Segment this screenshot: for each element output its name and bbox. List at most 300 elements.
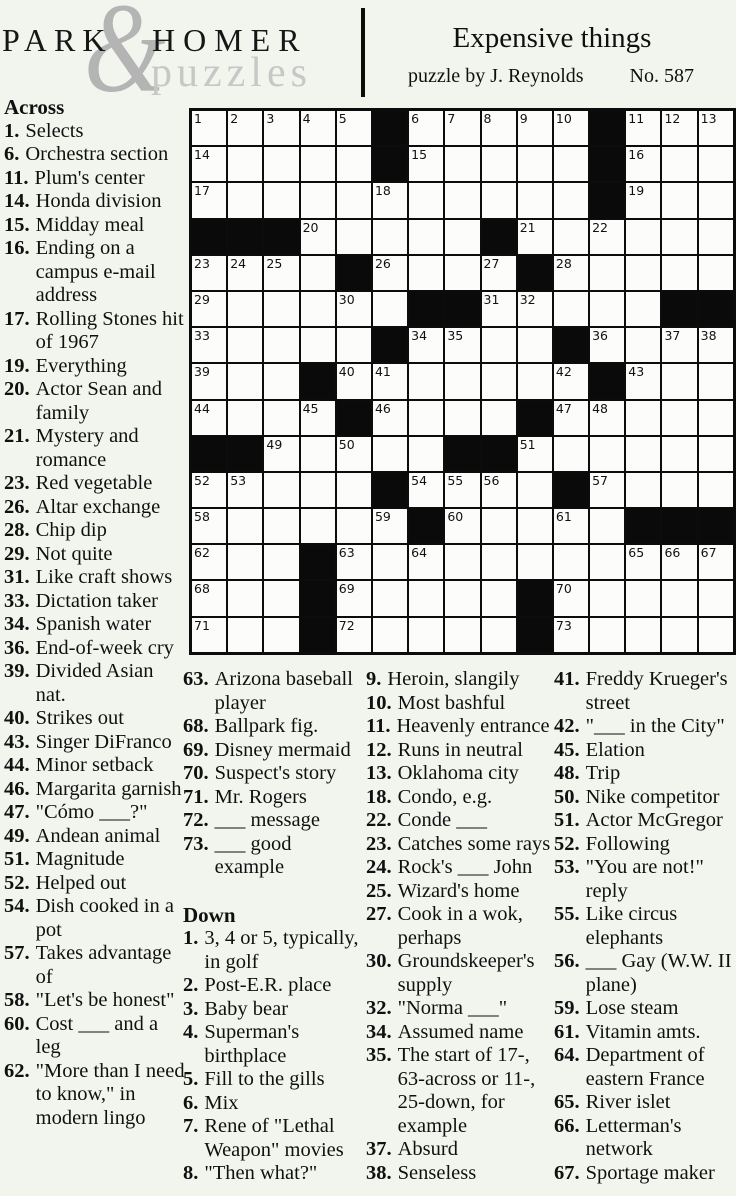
grid-cell[interactable] bbox=[263, 182, 299, 218]
grid-cell[interactable] bbox=[191, 110, 227, 146]
cell-number: 39 bbox=[194, 364, 210, 380]
grid-cell[interactable] bbox=[661, 472, 697, 508]
grid-cell[interactable] bbox=[227, 400, 263, 436]
clue-text: Minor setback bbox=[35, 754, 154, 776]
grid-cell[interactable] bbox=[517, 327, 553, 363]
grid-cell[interactable] bbox=[191, 255, 227, 291]
clue-across-31 bbox=[4, 566, 187, 590]
grid-cell[interactable] bbox=[300, 472, 336, 508]
clue-down-48 bbox=[554, 762, 736, 786]
cell-number: 55 bbox=[447, 472, 464, 488]
grid-cell[interactable] bbox=[372, 182, 408, 218]
grid-cell-black bbox=[517, 617, 553, 653]
grid-cell[interactable] bbox=[263, 400, 299, 436]
grid-cell[interactable] bbox=[263, 436, 299, 472]
grid-cell[interactable] bbox=[661, 436, 697, 472]
grid-cell[interactable] bbox=[191, 580, 227, 616]
grid-cell[interactable] bbox=[625, 363, 661, 399]
grid-cell[interactable] bbox=[227, 182, 263, 218]
grid-cell[interactable] bbox=[481, 110, 517, 146]
grid-cell[interactable] bbox=[481, 508, 517, 544]
grid-cell[interactable] bbox=[191, 182, 227, 218]
grid-cell[interactable] bbox=[336, 110, 372, 146]
grid-cell[interactable] bbox=[698, 400, 734, 436]
cell-number: 51 bbox=[519, 436, 536, 452]
grid-cell-black bbox=[661, 508, 697, 544]
grid-cell[interactable] bbox=[227, 544, 263, 580]
clue-text: Midday meal bbox=[35, 213, 145, 236]
grid-cell[interactable] bbox=[517, 110, 553, 146]
grid-cell[interactable] bbox=[698, 182, 734, 218]
clue-number: 25. bbox=[366, 879, 392, 902]
grid-cell[interactable] bbox=[698, 363, 734, 399]
grid-cell[interactable] bbox=[336, 327, 372, 363]
clue-number: 35. bbox=[366, 1044, 392, 1066]
clue-text: Takes advantage of bbox=[35, 942, 172, 988]
grid-cell[interactable] bbox=[517, 472, 553, 508]
grid-cell[interactable] bbox=[481, 363, 517, 399]
grid-cell[interactable] bbox=[517, 182, 553, 218]
grid-cell[interactable] bbox=[481, 617, 517, 653]
grid-cell[interactable] bbox=[444, 182, 480, 218]
grid-cell[interactable] bbox=[698, 617, 734, 653]
grid-cell[interactable] bbox=[589, 219, 625, 255]
grid-cell[interactable] bbox=[553, 146, 589, 182]
grid-cell[interactable] bbox=[336, 182, 372, 218]
clue-across-14 bbox=[4, 190, 187, 214]
grid-cell[interactable] bbox=[625, 580, 661, 616]
down-clues-list-2 bbox=[366, 668, 555, 1185]
grid-cell[interactable] bbox=[408, 219, 444, 255]
grid-cell-black bbox=[517, 255, 553, 291]
clue-down-10 bbox=[366, 692, 555, 716]
grid-cell[interactable] bbox=[372, 363, 408, 399]
grid-cell[interactable] bbox=[408, 146, 444, 182]
grid-cell[interactable] bbox=[625, 146, 661, 182]
clue-text: Sportage maker bbox=[585, 1161, 715, 1184]
clue-text: Rock's ___ John bbox=[397, 856, 533, 878]
grid-cell-black bbox=[191, 436, 227, 472]
grid-cell[interactable] bbox=[372, 400, 408, 436]
grid-cell[interactable] bbox=[517, 291, 553, 327]
grid-cell-black bbox=[227, 436, 263, 472]
clue-text: "Norma ___" bbox=[397, 997, 508, 1019]
grid-cell[interactable] bbox=[300, 255, 336, 291]
clue-number: 47. bbox=[4, 801, 30, 823]
grid-cell[interactable] bbox=[517, 508, 553, 544]
grid-cell[interactable] bbox=[227, 291, 263, 327]
grid-cell[interactable] bbox=[372, 436, 408, 472]
cell-number: 12 bbox=[664, 111, 681, 126]
clue-down-55 bbox=[554, 903, 736, 950]
grid-cell[interactable] bbox=[191, 291, 227, 327]
grid-cell[interactable] bbox=[408, 580, 444, 616]
grid-cell[interactable] bbox=[481, 327, 517, 363]
clue-text: Runs in neutral bbox=[397, 738, 523, 761]
grid-cell[interactable] bbox=[589, 291, 625, 327]
clue-number: 23. bbox=[4, 472, 30, 494]
grid-cell[interactable] bbox=[408, 110, 444, 146]
grid-cell[interactable] bbox=[625, 110, 661, 146]
grid-cell[interactable] bbox=[625, 436, 661, 472]
clue-across-1 bbox=[4, 120, 187, 144]
grid-cell[interactable] bbox=[661, 182, 697, 218]
clue-down-53 bbox=[554, 856, 736, 903]
cell-number: 10 bbox=[555, 111, 572, 126]
grid-cell[interactable] bbox=[227, 617, 263, 653]
grid-cell[interactable] bbox=[444, 580, 480, 616]
grid-cell[interactable] bbox=[300, 182, 336, 218]
clue-across-34 bbox=[4, 613, 187, 637]
clue-number: 11. bbox=[4, 166, 29, 189]
grid-cell[interactable] bbox=[191, 400, 227, 436]
grid-cell[interactable] bbox=[625, 255, 661, 291]
grid-cell[interactable] bbox=[336, 508, 372, 544]
clue-down-32 bbox=[366, 997, 555, 1021]
clue-number: 52. bbox=[554, 832, 580, 855]
grid-cell-black bbox=[517, 400, 553, 436]
cell-number: 15 bbox=[411, 147, 428, 163]
clue-across-29 bbox=[4, 543, 187, 567]
grid-cell[interactable] bbox=[300, 110, 336, 146]
grid-cell[interactable] bbox=[263, 291, 299, 327]
clue-across-26 bbox=[4, 496, 187, 520]
grid-cell[interactable] bbox=[336, 363, 372, 399]
grid-cell[interactable] bbox=[698, 219, 734, 255]
grid-cell[interactable] bbox=[444, 255, 480, 291]
clue-number: 38. bbox=[366, 1161, 392, 1184]
grid-cell[interactable] bbox=[698, 580, 734, 616]
grid-cell[interactable] bbox=[263, 544, 299, 580]
grid-cell[interactable] bbox=[698, 255, 734, 291]
grid-cell[interactable] bbox=[300, 327, 336, 363]
grid-cell-black bbox=[589, 182, 625, 218]
cell-number: 48 bbox=[592, 400, 608, 416]
down-clues-list-3 bbox=[554, 668, 736, 1185]
clue-across-57 bbox=[4, 942, 187, 989]
grid-cell[interactable] bbox=[589, 400, 625, 436]
grid-cell[interactable] bbox=[263, 617, 299, 653]
cell-number: 13 bbox=[700, 111, 717, 126]
grid-cell[interactable] bbox=[408, 255, 444, 291]
grid-cell[interactable] bbox=[263, 580, 299, 616]
grid-cell[interactable] bbox=[698, 327, 734, 363]
grid-cell[interactable] bbox=[553, 580, 589, 616]
grid-cell[interactable] bbox=[698, 146, 734, 182]
cell-number: 68 bbox=[194, 581, 210, 597]
grid-cell[interactable] bbox=[553, 182, 589, 218]
clue-down-27 bbox=[366, 903, 555, 950]
grid-cell[interactable] bbox=[444, 363, 480, 399]
grid-cell[interactable] bbox=[625, 219, 661, 255]
grid-cell[interactable] bbox=[698, 544, 734, 580]
grid-cell[interactable] bbox=[227, 580, 263, 616]
grid-cell[interactable] bbox=[661, 327, 697, 363]
clue-number: 24. bbox=[366, 856, 392, 878]
grid-cell[interactable] bbox=[625, 182, 661, 218]
grid-cell[interactable] bbox=[263, 363, 299, 399]
grid-cell[interactable] bbox=[589, 580, 625, 616]
grid-cell[interactable] bbox=[408, 544, 444, 580]
clue-across-49 bbox=[4, 825, 187, 849]
grid-cell[interactable] bbox=[300, 436, 336, 472]
clue-number: 39. bbox=[4, 660, 30, 682]
clue-number: 46. bbox=[4, 777, 30, 800]
grid-cell[interactable] bbox=[481, 291, 517, 327]
grid-cell[interactable] bbox=[372, 580, 408, 616]
cell-number: 33 bbox=[194, 328, 210, 344]
grid-cell[interactable] bbox=[191, 363, 227, 399]
grid-cell[interactable] bbox=[300, 291, 336, 327]
cell-number: 45 bbox=[302, 400, 319, 416]
cell-number: 5 bbox=[338, 111, 347, 126]
logo-word-homer: HOMER bbox=[152, 22, 308, 58]
grid-cell[interactable] bbox=[444, 472, 480, 508]
across-clues-left-list bbox=[4, 120, 187, 1131]
grid-cell-black bbox=[191, 219, 227, 255]
grid-cell[interactable] bbox=[263, 255, 299, 291]
grid-cell[interactable] bbox=[444, 219, 480, 255]
grid-cell[interactable] bbox=[661, 363, 697, 399]
grid-cell[interactable] bbox=[408, 436, 444, 472]
grid-cell[interactable] bbox=[444, 617, 480, 653]
grid-cell[interactable] bbox=[191, 472, 227, 508]
grid-cell[interactable] bbox=[444, 327, 480, 363]
clue-text: Conde ___ bbox=[397, 809, 488, 831]
grid-cell[interactable] bbox=[481, 255, 517, 291]
clue-number: 52. bbox=[4, 871, 30, 894]
grid-cell[interactable] bbox=[191, 146, 227, 182]
clue-text: ___ good example bbox=[214, 832, 292, 878]
grid-cell[interactable] bbox=[481, 544, 517, 580]
grid-cell[interactable] bbox=[227, 110, 263, 146]
grid-cell[interactable] bbox=[589, 255, 625, 291]
clue-text: "You are not!" reply bbox=[585, 856, 704, 902]
grid-cell[interactable] bbox=[408, 182, 444, 218]
grid-cell[interactable] bbox=[517, 544, 553, 580]
grid-cell[interactable] bbox=[553, 617, 589, 653]
clue-text: Following bbox=[585, 832, 670, 855]
clue-across-47 bbox=[4, 801, 187, 825]
grid-cell[interactable] bbox=[300, 400, 336, 436]
grid-cell[interactable] bbox=[517, 146, 553, 182]
grid-cell[interactable] bbox=[661, 580, 697, 616]
grid-cell[interactable] bbox=[408, 363, 444, 399]
grid-cell[interactable] bbox=[698, 472, 734, 508]
grid-cell[interactable] bbox=[625, 291, 661, 327]
grid-cell[interactable] bbox=[191, 617, 227, 653]
grid-cell[interactable] bbox=[372, 255, 408, 291]
grid-cell[interactable] bbox=[191, 508, 227, 544]
grid-cell[interactable] bbox=[227, 146, 263, 182]
grid-cell[interactable] bbox=[553, 291, 589, 327]
grid-cell[interactable] bbox=[336, 146, 372, 182]
grid-cell[interactable] bbox=[191, 544, 227, 580]
clue-text: Assumed name bbox=[397, 1020, 524, 1043]
grid-cell[interactable] bbox=[661, 617, 697, 653]
clue-text: Actor McGregor bbox=[585, 809, 723, 831]
grid-cell[interactable] bbox=[589, 544, 625, 580]
grid-cell[interactable] bbox=[408, 617, 444, 653]
grid-cell[interactable] bbox=[408, 472, 444, 508]
clue-number: 22. bbox=[366, 809, 392, 831]
clue-across-15 bbox=[4, 214, 187, 238]
cell-number: 61 bbox=[555, 509, 572, 525]
grid-cell[interactable] bbox=[661, 544, 697, 580]
grid-cell[interactable] bbox=[263, 508, 299, 544]
grid-cell[interactable] bbox=[661, 146, 697, 182]
cell-number: 50 bbox=[338, 436, 355, 452]
grid-cell[interactable] bbox=[553, 436, 589, 472]
cell-number: 9 bbox=[519, 111, 528, 126]
clue-down-61 bbox=[554, 1021, 736, 1045]
grid-cell[interactable] bbox=[372, 508, 408, 544]
grid-cell-black bbox=[444, 436, 480, 472]
cell-number: 71 bbox=[194, 617, 210, 633]
grid-cell[interactable] bbox=[263, 146, 299, 182]
clue-number: 70. bbox=[183, 762, 209, 784]
clue-number: 67. bbox=[554, 1161, 580, 1184]
grid-cell-black bbox=[300, 617, 336, 653]
clue-across-33 bbox=[4, 590, 187, 614]
clue-number: 40. bbox=[4, 707, 30, 729]
grid-cell[interactable] bbox=[481, 182, 517, 218]
grid-cell[interactable] bbox=[517, 363, 553, 399]
clue-down-7 bbox=[183, 1115, 364, 1162]
grid-cell[interactable] bbox=[372, 544, 408, 580]
grid-cell[interactable] bbox=[336, 291, 372, 327]
clue-text: Most bashful bbox=[397, 691, 506, 714]
clue-number: 41. bbox=[554, 668, 580, 690]
grid-cell[interactable] bbox=[444, 508, 480, 544]
grid-cell[interactable] bbox=[481, 146, 517, 182]
grid-cell[interactable] bbox=[227, 255, 263, 291]
clue-number: 60. bbox=[4, 1012, 30, 1035]
grid-cell[interactable] bbox=[372, 291, 408, 327]
grid-cell[interactable] bbox=[625, 617, 661, 653]
clue-down-52 bbox=[554, 833, 736, 857]
grid-cell[interactable] bbox=[481, 400, 517, 436]
grid-cell[interactable] bbox=[589, 327, 625, 363]
clue-number: 45. bbox=[554, 738, 580, 761]
grid-cell[interactable] bbox=[553, 400, 589, 436]
grid-cell[interactable] bbox=[661, 219, 697, 255]
grid-cell[interactable] bbox=[227, 472, 263, 508]
grid-cell[interactable] bbox=[481, 472, 517, 508]
grid-cell[interactable] bbox=[553, 110, 589, 146]
grid-cell[interactable] bbox=[553, 255, 589, 291]
clue-down-18 bbox=[366, 786, 555, 810]
grid-cell[interactable] bbox=[336, 472, 372, 508]
clue-number: 59. bbox=[554, 997, 580, 1019]
clue-down-38 bbox=[366, 1162, 555, 1186]
grid-cell[interactable] bbox=[625, 472, 661, 508]
clue-number: 28. bbox=[4, 519, 30, 541]
grid-cell[interactable] bbox=[589, 617, 625, 653]
grid-cell[interactable] bbox=[444, 544, 480, 580]
grid-cell[interactable] bbox=[625, 544, 661, 580]
grid-cell[interactable] bbox=[263, 327, 299, 363]
grid-cell[interactable] bbox=[589, 508, 625, 544]
clue-text: Chip dip bbox=[35, 519, 107, 541]
grid-cell[interactable] bbox=[698, 110, 734, 146]
clue-text: Not quite bbox=[35, 542, 113, 565]
grid-cell[interactable] bbox=[372, 617, 408, 653]
cell-number: 27 bbox=[483, 255, 500, 271]
clue-across-72 bbox=[183, 809, 364, 833]
grid-cell[interactable] bbox=[227, 363, 263, 399]
grid-cell-black bbox=[517, 580, 553, 616]
grid-cell[interactable] bbox=[263, 472, 299, 508]
grid-cell[interactable] bbox=[336, 617, 372, 653]
clue-text: Oklahoma city bbox=[397, 762, 519, 784]
cell-number: 28 bbox=[555, 255, 572, 271]
grid-cell[interactable] bbox=[444, 146, 480, 182]
grid-cell[interactable] bbox=[553, 544, 589, 580]
grid-cell[interactable] bbox=[553, 219, 589, 255]
cell-number: 19 bbox=[628, 183, 645, 199]
clue-text: Ballpark fig. bbox=[214, 715, 319, 737]
grid-cell[interactable] bbox=[336, 580, 372, 616]
clue-across-6 bbox=[4, 143, 187, 167]
cell-number: 40 bbox=[338, 364, 355, 380]
grid-cell[interactable] bbox=[517, 219, 553, 255]
grid-cell[interactable] bbox=[300, 219, 336, 255]
grid-cell[interactable] bbox=[625, 327, 661, 363]
grid-cell[interactable] bbox=[444, 400, 480, 436]
grid-cell[interactable] bbox=[589, 472, 625, 508]
grid-cell[interactable] bbox=[336, 219, 372, 255]
grid-cell[interactable] bbox=[227, 508, 263, 544]
clue-text: Magnitude bbox=[35, 848, 125, 870]
grid-cell[interactable] bbox=[553, 363, 589, 399]
clue-text: "Let's be honest" bbox=[35, 989, 175, 1011]
grid-cell[interactable] bbox=[263, 110, 299, 146]
clue-text: Catches some rays bbox=[397, 832, 551, 855]
grid-cell[interactable] bbox=[553, 508, 589, 544]
grid-cell[interactable] bbox=[625, 400, 661, 436]
grid-cell[interactable] bbox=[589, 436, 625, 472]
grid-cell[interactable] bbox=[661, 400, 697, 436]
puzzle-title: Expensive things bbox=[452, 22, 652, 54]
grid-cell[interactable] bbox=[481, 580, 517, 616]
grid-cell[interactable] bbox=[191, 327, 227, 363]
grid-cell[interactable] bbox=[227, 327, 263, 363]
cell-number: 24 bbox=[230, 255, 247, 271]
grid-cell[interactable] bbox=[336, 544, 372, 580]
bottom-clues-column-2 bbox=[366, 668, 555, 1185]
puzzle-number: No. 587 bbox=[629, 65, 694, 87]
grid-cell[interactable] bbox=[372, 219, 408, 255]
grid-cell[interactable] bbox=[336, 436, 372, 472]
cell-number: 67 bbox=[700, 545, 717, 561]
clue-down-5 bbox=[183, 1068, 364, 1092]
across-clues-column bbox=[4, 96, 187, 1130]
clue-text: Superman's birthplace bbox=[204, 1021, 300, 1067]
clue-number: 42. bbox=[554, 715, 580, 737]
grid-cell[interactable] bbox=[661, 110, 697, 146]
grid-cell[interactable] bbox=[517, 436, 553, 472]
grid-cell[interactable] bbox=[698, 436, 734, 472]
grid-cell[interactable] bbox=[300, 508, 336, 544]
grid-cell[interactable] bbox=[408, 327, 444, 363]
grid-cell[interactable] bbox=[661, 255, 697, 291]
grid-cell[interactable] bbox=[300, 146, 336, 182]
grid-cell[interactable] bbox=[408, 400, 444, 436]
grid-cell[interactable] bbox=[444, 110, 480, 146]
clue-down-56 bbox=[554, 950, 736, 997]
clue-text: Plum's center bbox=[34, 166, 145, 189]
